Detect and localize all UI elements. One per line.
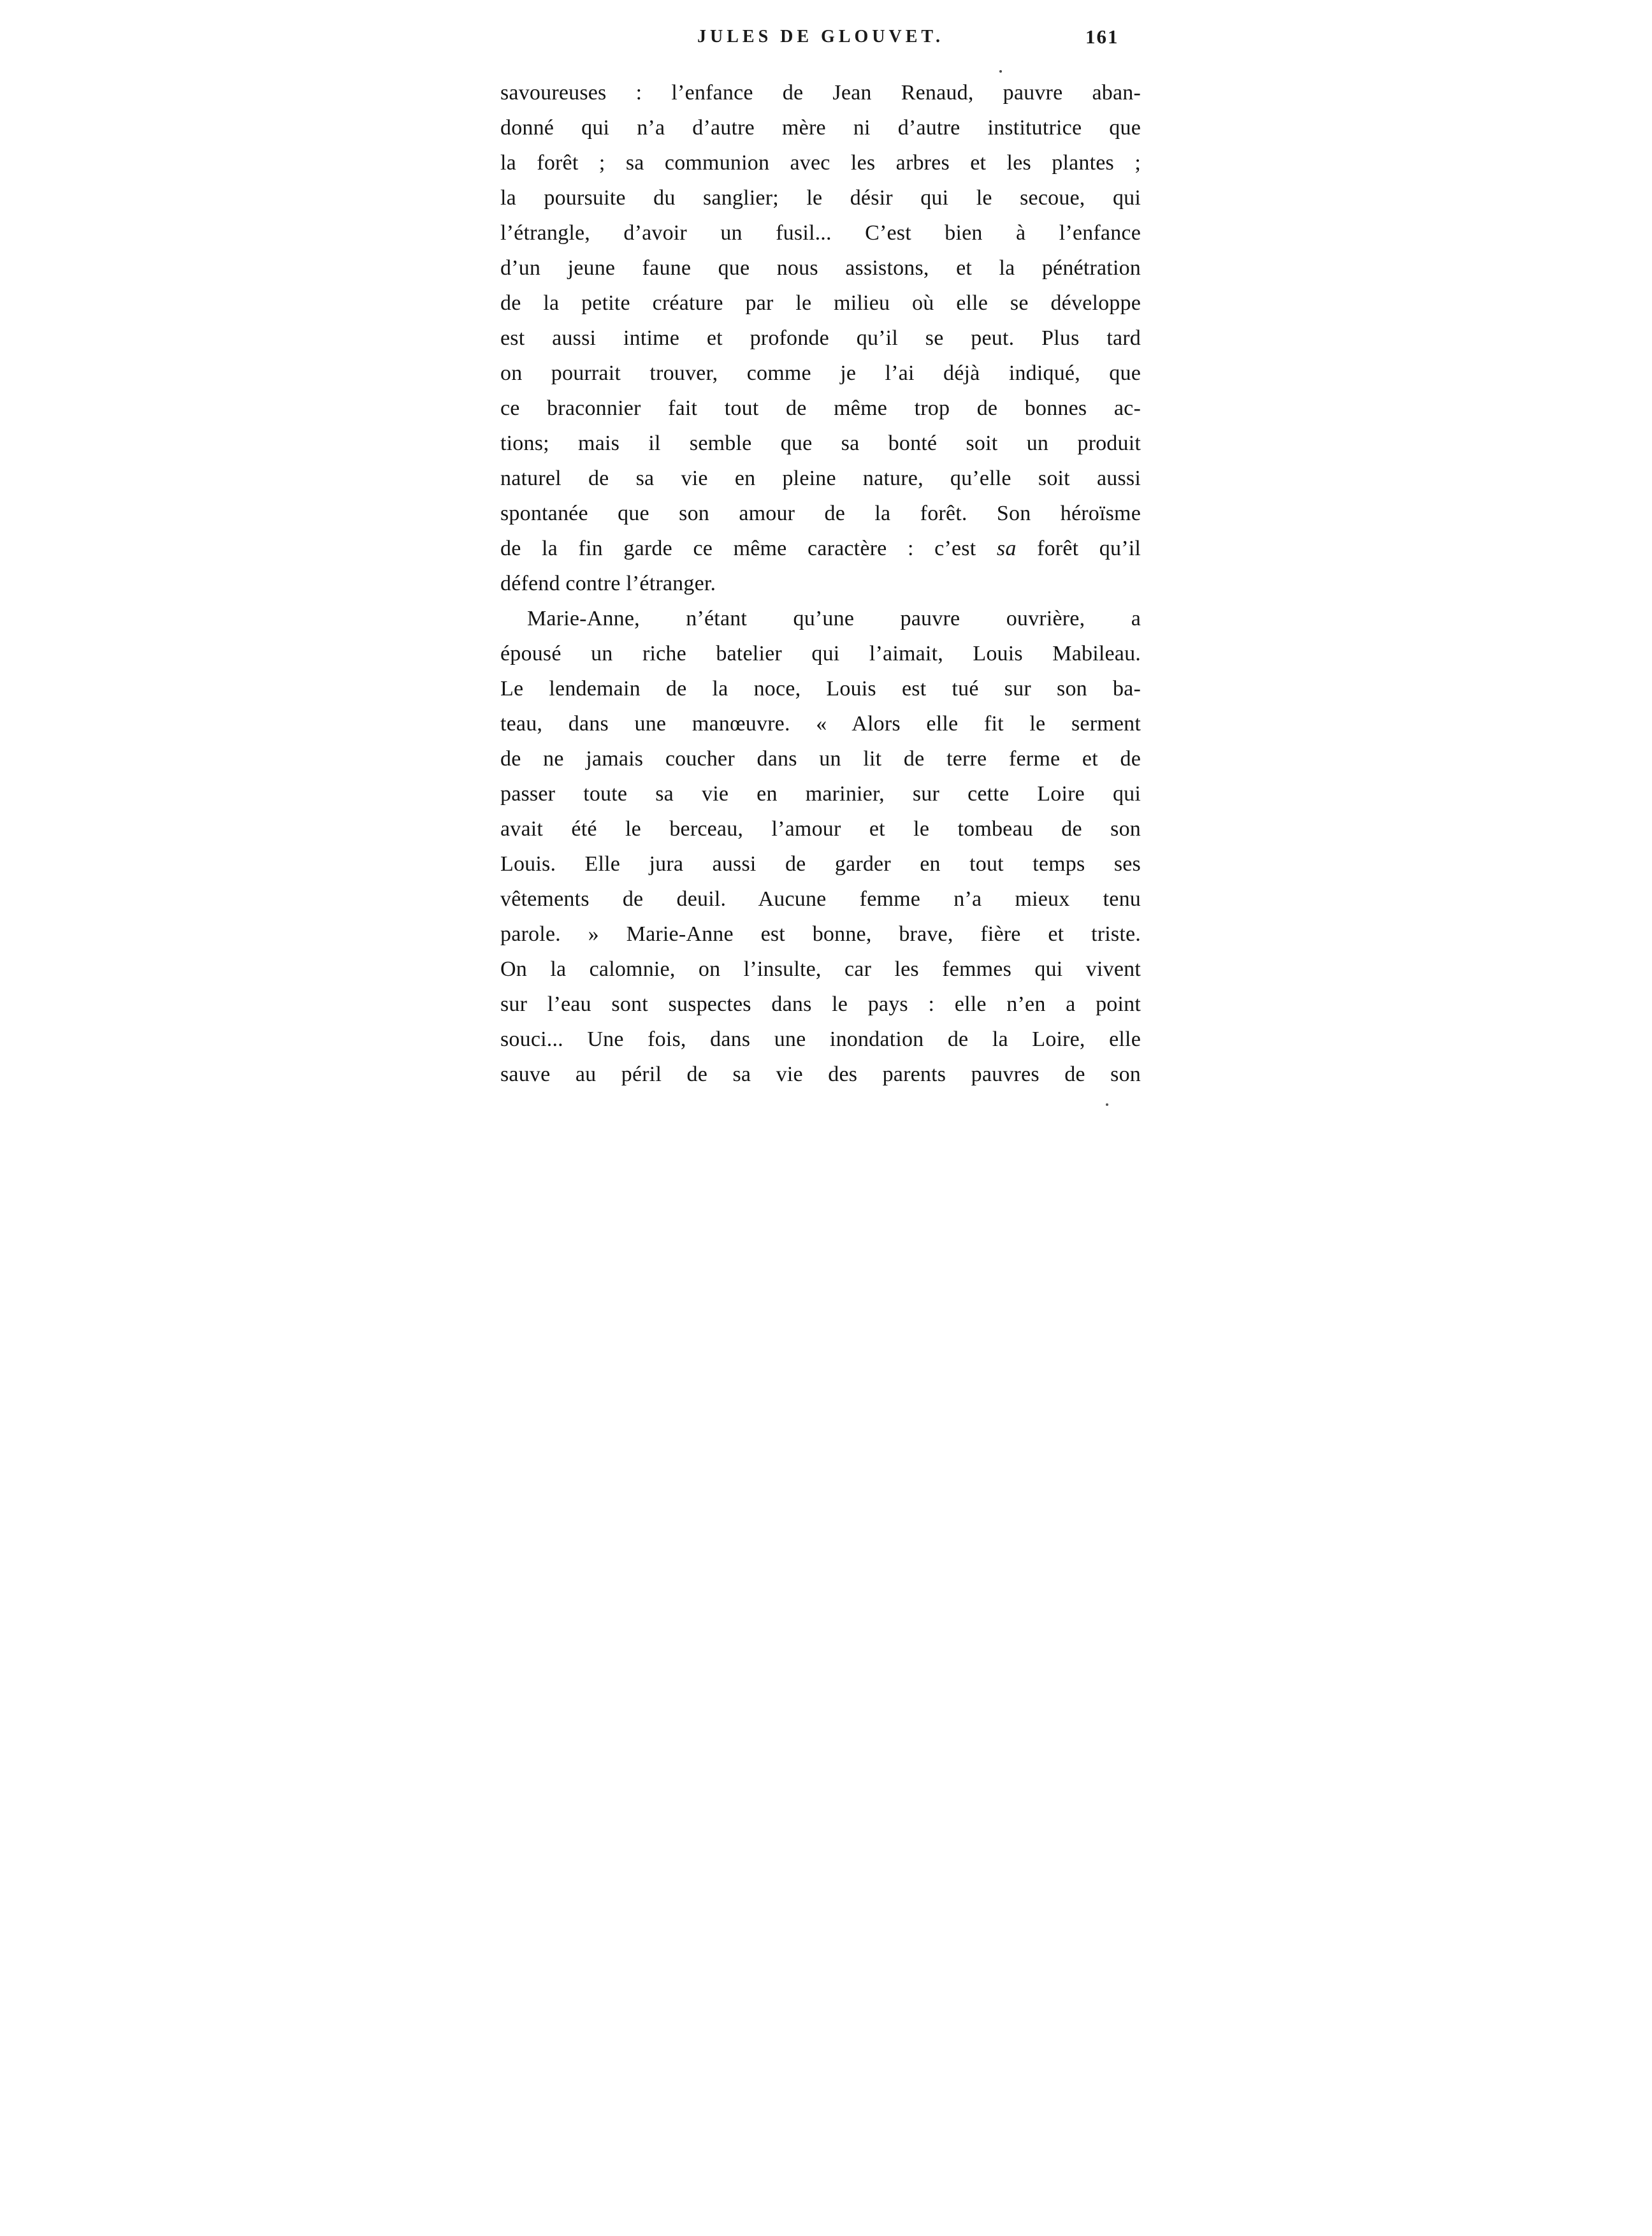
text-line: est aussi intime et profonde qu’il se peut. Plus tard — [500, 326, 1141, 350]
text-line: Louis. Elle jura aussi de garder en tout temps ses — [500, 852, 1141, 876]
text-line: la forêt ; sa communion avec les arbres et les plantes ; — [500, 151, 1141, 175]
text-line: la poursuite du sanglier; le désir qui le secoue, qui — [500, 186, 1141, 210]
paragraph — [500, 601, 1141, 1092]
text-line: l’étrangle, d’avoir un fusil... C’est bien à l’enfance — [500, 221, 1141, 245]
paragraph — [500, 75, 1141, 601]
text-line: spontanée que son amour de la forêt. Son héroïsme — [500, 502, 1141, 525]
text-line: passer toute sa vie en marinier, sur cette Loire qui — [500, 782, 1141, 806]
page-number: 161 — [1085, 25, 1119, 48]
text-line: Marie-Anne, n’étant qu’une pauvre ouvrière, a — [527, 607, 1141, 630]
text-line: ce braconnier fait tout de même trop de bonnes ac- — [500, 396, 1141, 420]
text-line: teau, dans une manœuvre. « Alors elle fit le serment — [500, 712, 1141, 736]
text-line: avait été le berceau, l’amour et le tombeau de son — [500, 817, 1141, 841]
text-line: naturel de sa vie en pleine nature, qu’elle soit aussi — [500, 467, 1141, 490]
text-line: on pourrait trouver, comme je l’ai déjà indiqué, que — [500, 361, 1141, 385]
text-line: d’un jeune faune que nous assistons, et la pénétration — [500, 256, 1141, 280]
text-line: vêtements de deuil. Aucune femme n’a mieux tenu — [500, 887, 1141, 911]
text-line: parole. » Marie-Anne est bonne, brave, fière et triste. — [500, 922, 1141, 946]
text-line: donné qui n’a d’autre mère ni d’autre institutrice que — [500, 116, 1141, 140]
text-line: sur l’eau sont suspectes dans le pays : elle n’en a point — [500, 992, 1141, 1016]
running-header-title: JULES DE GLOUVET. — [697, 27, 944, 47]
text-line: savoureuses : l’enfance de Jean Renaud, pauvre aban- — [500, 81, 1141, 105]
text-block — [500, 75, 1141, 1092]
text-line: de ne jamais coucher dans un lit de terre ferme et de — [500, 747, 1141, 771]
text-line: défend contre l’étranger. — [500, 572, 716, 595]
running-header — [500, 27, 1141, 47]
text-line: de la petite créature par le milieu où elle se développe — [500, 291, 1141, 315]
text-line: de la fin garde ce même caractère : c’est sa forêt qu’il — [500, 537, 1141, 560]
text-line: On la calomnie, on l’insulte, car les femmes qui vivent — [500, 957, 1141, 981]
text-line: souci... Une fois, dans une inondation de la Loire, elle — [500, 1027, 1141, 1051]
scan-speck — [1106, 1103, 1108, 1106]
scan-speck — [999, 70, 1002, 73]
text-line: sauve au péril de sa vie des parents pauvres de son — [500, 1063, 1141, 1086]
text-line: Le lendemain de la noce, Louis est tué sur son ba- — [500, 677, 1141, 701]
text-line: épousé un riche batelier qui l’aimait, Louis Mabileau. — [500, 642, 1141, 665]
text-line: tions; mais il semble que sa bonté soit un produit — [500, 432, 1141, 455]
